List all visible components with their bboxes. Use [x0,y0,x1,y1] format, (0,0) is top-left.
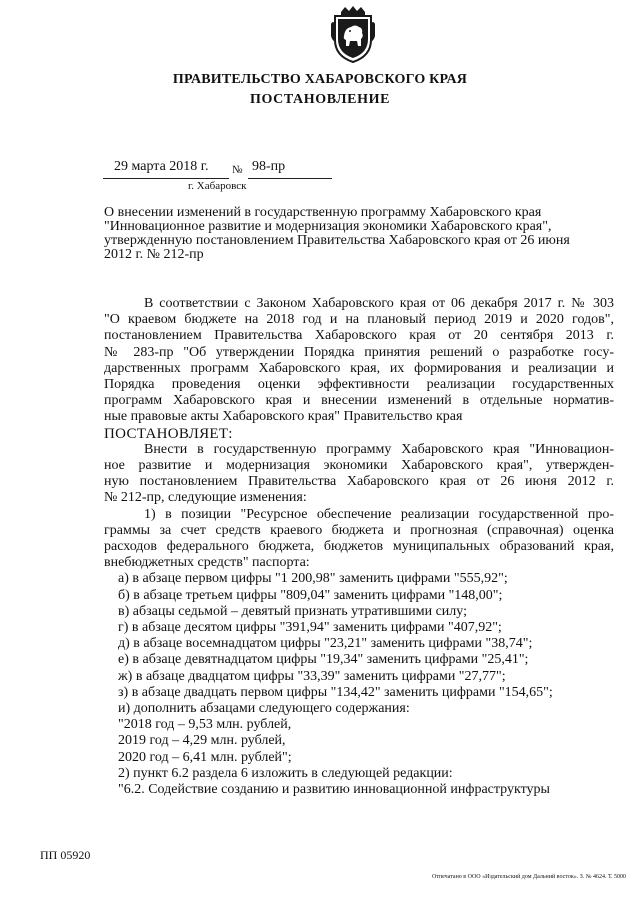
document-code: ПП 05920 [40,848,91,862]
list-item: 2) пункт 6.2 раздела 6 изложить в следующей редакции: [118,765,453,781]
body-line: постановлением Правительства Хабаровского края от 20 сентября 2013 г. [104,328,614,344]
body-line: 1) в позиции "Ресурсное обеспечение реализации государственной про- [144,506,614,522]
list-item: б) в абзаце третьем цифры "809,04" заменить цифрами "148,00"; [118,587,503,603]
body-line: дарственных программ Хабаровского края, их формирования и реализации и [104,360,614,376]
list-item: 2020 год – 6,41 млн. рублей"; [118,749,292,765]
list-item: е) в абзаце девятнадцатом цифры "19,34" заменить цифрами "25,41"; [118,652,529,668]
document-type: ПОСТАНОВЛЕНИЕ [249,92,391,107]
body-line: ные правовые акты Хабаровского края" Правительство края [104,409,463,425]
list-item: 2019 год – 4,29 млн. рублей, [118,733,286,749]
body-line: "О краевом бюджете на 2018 год и на плановый период 2019 и 2020 годов", [104,312,614,328]
list-item: д) в абзаце восемнадцатом цифры "23,21" заменить цифрами "38,74"; [118,636,533,652]
subject-line: "Инновационное развитие и модернизация экономики Хабаровского края", [104,219,552,234]
list-item: а) в абзаце первом цифры "1 200,98" заменить цифрами "555,92"; [118,571,508,587]
body-line: № 212-пр, следующие изменения: [104,490,307,506]
list-item: з) в абзаце двадцать первом цифры "134,42" заменить цифрами "154,65"; [118,684,553,700]
body-line: Порядка проведения оценки эффективности реализации государственных [104,377,614,393]
list-item: ж) в абзаце двадцатом цифры "33,39" заменить цифрами "27,77"; [118,668,506,684]
subject-line: утвержденную постановлением Правительства Хабаровского края от 26 июня [104,233,570,248]
body-line: В соответствии с Законом Хабаровского края от 06 декабря 2017 г. № 303 [144,296,614,311]
body-line: программ Хабаровского края и внесении изменений в отдельные норматив- [104,393,614,409]
list-item: "6.2. Содействие созданию и развитию инновационной инфраструктуры [118,782,550,798]
number-sign: № [232,164,243,176]
coat-of-arms-icon [329,6,377,64]
list-item: "2018 год – 9,53 млн. рублей, [118,717,292,733]
body-line: Внести в государственную программу Хабаровского края "Инновацион- [144,441,614,457]
list-item: в) абзацы седьмой – девятый признать утратившими силу; [118,603,467,619]
document-number: 98-пр [252,159,286,174]
document-date: 29 марта 2018 г. [114,159,209,174]
government-title: ПРАВИТЕЛЬСТВО ХАБАРОВСКОГО КРАЯ [172,72,468,87]
document-subject [104,206,612,262]
list-item: г) в абзаце десятом цифры "391,94" заменить цифрами "407,92"; [118,620,502,636]
subject-line: 2012 г. № 212-пр [104,247,204,262]
document-body [104,296,614,798]
body-line: № 283-пр "Об утверждении Порядка принятия решений о разработке госу- [104,344,614,360]
print-note: Отпечатано в ООО «Издательский дом Дальний восток». З. № 4624. Т. 5000 [432,874,627,880]
list-item: и) дополнить абзацами следующего содержания: [118,701,410,717]
city-label: г. Хабаровск [188,180,247,192]
subject-line: О внесении изменений в государственную программу Хабаровского края [104,205,542,220]
body-line: граммы за счет средств краевого бюджета и прогнозная (справочная) оценка [104,522,614,538]
body-line: расходов федерального бюджета, бюджетов муниципальных образований края, [104,539,614,555]
resolves-heading: ПОСТАНОВЛЯЕТ: [104,425,233,442]
body-line: внебюджетных средств" паспорта: [104,555,310,571]
body-line: ное развитие и модернизация экономики Хабаровского края", утвержден- [104,458,614,474]
body-line: ную постановлением Правительства Хабаровского края от 26 июня 2012 г. [104,474,614,490]
